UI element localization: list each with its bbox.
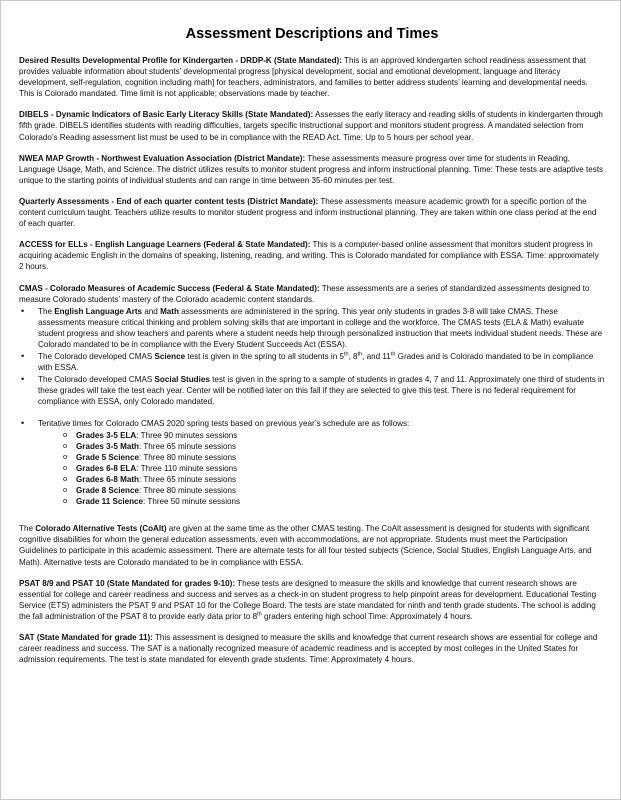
psat-body: These tests are designed to measure the skills and knowledge that current research shows are essential for college and career readiness and success and serves as a check-in on student progress to help pinpoint areas for development. Educational Testing Service (ETS) administers the PSAT 9 and PSAT 10 for the College Board. The tests are state mandated for ninth and tenth grade students. The school is adding the fall administration of the PSAT 8 to provide early data prior to 8 (19, 578, 597, 621)
sat-heading: SAT (State Mandated for grade 11): (19, 633, 153, 643)
page-title: Assessment Descriptions and Times (185, 26, 439, 42)
document-content (19, 25, 605, 675)
nwea-body: These assessments measure progress over time for students in Reading, Language Usage, Math, and Science. The district utilizes results to monitor student progress and inform instructional planning. Time: These tests are adaptive tests unique to the starting points of individual students and can range in time between 35-60 minutes per test. (19, 153, 604, 185)
text-run: The Colorado developed CMAS (38, 375, 155, 385)
drdp-heading: Desired Results Developmental Profile for Kindergarten - DRDP-K (State Mandated): (19, 56, 342, 65)
schedule-grade: Grades 6-8 ELA (76, 463, 137, 473)
psat-body-end: graders entering high school Time: Approximately 4 hours. (261, 611, 473, 621)
access-section (19, 239, 605, 272)
text-run: Tentative times for Colorado CMAS 2020 spring tests based on previous year’s schedule are as follows: (38, 418, 410, 428)
bold-run: Math (160, 306, 179, 316)
schedule-time: : Three 110 minute sessions (136, 463, 238, 473)
cmas-heading: CMAS - Colorado Measures of Academic Success (Federal & State Mandated): (19, 283, 320, 293)
schedule-item (76, 452, 605, 463)
text-run: The Colorado developed CMAS (38, 352, 155, 362)
schedule-grade: Grade 11 Science (76, 497, 144, 507)
text-run: test is given in the spring to a sample of students in grades 4, 7 and 11. Approximately one third of students in these grades will take the test each year. Center will be notified later on this fall if they are selected to give this test. There is no federal requirement for compliance with ESSA, only Colorado mandated. (38, 375, 605, 407)
schedule-grade: Grades 6-8 Math (76, 475, 139, 484)
superscript: th (257, 611, 262, 618)
cmas-bullet-list (19, 306, 605, 508)
coalt-section (19, 523, 605, 567)
schedule-grade: Grades 3-5 Math (76, 441, 139, 451)
nwea-heading: NWEA MAP Growth - Northwest Evaluation Association (District Mandate): (19, 153, 306, 163)
schedule-time: : Three 80 minute sessions (139, 452, 237, 462)
sat-body: This assessment is designed to measure the skills and knowledge that current research shows are essential for college and career readiness and success. The SAT is a nationally recognized measure of academic readiness and is accepted by most colleges in the United States for admission requirements. The test is state mandated for eleventh grade students. Time: Approximately 4 hours. (19, 633, 598, 665)
schedule-item (76, 441, 605, 452)
superscript: th (357, 351, 363, 358)
cmas-bullet-science (38, 351, 605, 373)
drdp-body: This is an approved kindergarten school readiness assessment that provides valuable information about students’ developmental progress [physical development, social and emotional development, language and literacy development, self-regulation, cognition including math] for teachers, administrators, and families to better address students’ learning and developmental needs. This is Colorado mandated. Time limit is not applicable; observations made by teacher. (19, 56, 588, 99)
dibels-heading: DIBELS - Dynamic Indicators of Basic Early Literacy Skills (State Mandated): (19, 110, 314, 120)
text-run: The (19, 524, 36, 534)
schedule-time: : Three 90 minutes sessions (136, 430, 238, 440)
text-run: , and 11 (362, 352, 391, 362)
bold-run: Science (154, 352, 186, 362)
superscript: th (390, 351, 396, 358)
schedule-item (76, 485, 605, 496)
schedule-time: : Three 65 minute sessions (138, 441, 237, 451)
schedule-item (76, 430, 605, 441)
text-run: and (142, 306, 161, 316)
schedule-time: : Three 50 minute sessions (143, 497, 241, 507)
access-body: This is a computer-based online assessment that monitors student progress in acquiring academic English in the domains of speaking, listening, reading, and writing. This is Colorado mandated for compliance with ESSA. Time: approximately 2 hours. (19, 240, 599, 272)
schedule-item (76, 474, 605, 485)
cmas-body: These assessments are a series of standardized assessments designed to measure Colorado students’ mastery of the Colorado academic content standards. (19, 283, 590, 304)
bold-run: Social Studies (154, 375, 210, 385)
schedule-time: : Three 65 minute sessions (138, 475, 237, 484)
drdp-section (19, 55, 605, 99)
coalt-heading: Colorado Alternative Tests (CoAlt) (35, 524, 167, 534)
psat-heading: PSAT 8/9 and PSAT 10 (State Mandated for grades 9-10): (19, 578, 236, 588)
quarterly-section (19, 196, 605, 229)
dibels-body: Assesses the early literacy and reading skills of students in kindergarten through fifth grade. DIBELS identifies students with reading difficulties, targets specific instructional support and monitors student progress. A mandated selection from Colorado’s Reading assessment list must be used to be in compliance with the READ Act. Time: Up to 5 hours per school year. (19, 110, 603, 142)
cmas-bullet-social-studies (38, 374, 605, 407)
access-heading: ACCESS for ELLs - English Language Learners (Federal & State Mandated): (19, 240, 311, 250)
bold-run: English Language Arts (54, 306, 143, 316)
text-run: test is given in the spring to all students in 5 (185, 352, 344, 362)
text-run: assessments are administered in the spring. This year only students in grades 3-8 will take CMAS. These assessments measure critical thinking and problem solving skills that are important in college and the workforce. The CMAS tests (ELA & Math) evaluate student progress and show teachers and parents where a student needs help through personalized instruction that meets individual student needs. These are Colorado mandated to be in compliance with the Every Student Succeeds Act (ESSA). (38, 306, 603, 349)
schedule-grade: Grade 8 Science (76, 486, 139, 496)
superscript: th (343, 351, 349, 358)
cmas-section (19, 283, 605, 305)
schedule-grade: Grades 3-5 ELA (76, 430, 137, 440)
cmas-bullet-ela-math (38, 306, 605, 350)
cmas-schedule-list (38, 430, 605, 508)
schedule-item (76, 496, 605, 507)
schedule-grade: Grade 5 Science (76, 452, 139, 462)
schedule-time: : Three 80 minute sessions (139, 486, 237, 496)
coalt-body: are given at the same time as the other CMAS testing. The CoAlt assessment is designed for students with significant cognitive disabilities for whom the general education assessments, even with accommodations, are not appropriate. Students must meet the Participation Guidelines to participate in this academic assessment. There are alternate tests for all four tested subjects (Science, Social Studies, English Language Arts, and Math). Alternative tests are Colorado mandated to be in compliance with ESSA. (19, 524, 592, 567)
quarterly-body: These assessments measure academic growth for a specific portion of the content curriculum taught. Teachers utilize results to monitor student progress and inform instructional planning. They are taken within one class period at the end of each quarter. (19, 196, 597, 229)
text-run: Grades and is Colorado mandated to be in compliance with ESSA. (38, 352, 594, 373)
text-run: The (38, 306, 55, 316)
sat-section (19, 632, 605, 665)
schedule-item (76, 463, 605, 474)
text-run: , 8 (348, 352, 358, 362)
dibels-section (19, 109, 605, 142)
quarterly-heading: Quarterly Assessments - End of each quarter content tests (District Mandate): (19, 196, 319, 206)
cmas-bullet-schedule (38, 418, 605, 508)
nwea-section (19, 153, 605, 186)
psat-section (19, 578, 605, 622)
